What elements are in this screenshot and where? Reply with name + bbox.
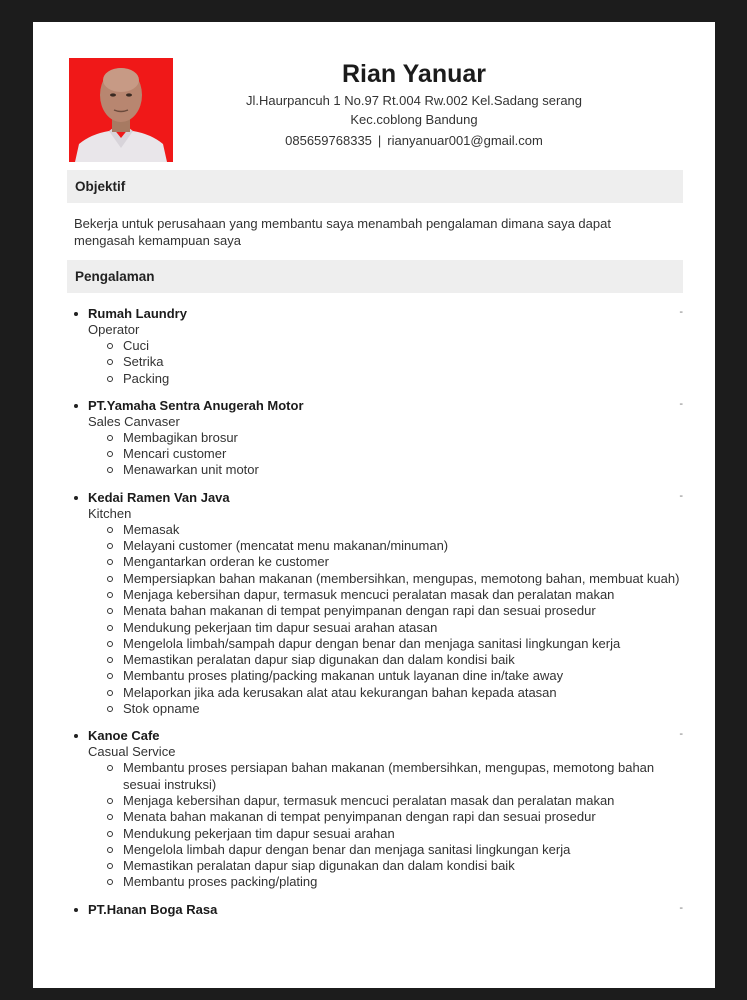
duty-item: Mencari customer: [71, 446, 683, 462]
job-role: Operator: [88, 322, 140, 337]
experience-list: [71, 306, 683, 929]
profile-photo: [69, 58, 173, 162]
job-entry: [71, 902, 683, 918]
duty-item: Melaporkan jika ada kerusakan alat atau kekurangan bahan kepada atasan: [71, 685, 683, 701]
email-address: rianyanuar001@gmail.com: [387, 133, 543, 148]
duty-item: Packing: [71, 371, 683, 387]
job-entry: [71, 490, 683, 718]
duty-item: Membantu proses persiapan bahan makanan (membersihkan, mengupas, memotong bahan sesuai instruksi): [71, 760, 683, 793]
duty-item: Memastikan peralatan dapur siap digunakan dan dalam kondisi baik: [71, 652, 683, 668]
job-company: Rumah Laundry: [71, 306, 683, 322]
job-company: PT.Hanan Boga Rasa: [71, 902, 683, 918]
duty-item: Cuci: [71, 338, 683, 354]
phone-number: 085659768335: [285, 133, 372, 148]
contact-line: [183, 132, 645, 149]
job-entry: [71, 398, 683, 479]
job-date-placeholder: -: [679, 728, 683, 741]
job-company: Kanoe Cafe: [71, 728, 683, 744]
job-role: Kitchen: [88, 505, 132, 521]
job-company: PT.Yamaha Sentra Anugerah Motor: [71, 398, 683, 414]
resume-page: [33, 22, 715, 988]
job-company: Kedai Ramen Van Java: [71, 490, 683, 506]
duty-item: Membantu proses packing/plating: [71, 874, 683, 890]
address-line-2: Kec.coblong Bandung: [350, 112, 478, 127]
duty-item: Memastikan peralatan dapur siap digunakan dan dalam kondisi baik: [71, 858, 683, 874]
duty-item: Mendukung pekerjaan tim dapur sesuai arahan atasan: [71, 620, 683, 636]
objective-text: Bekerja untuk perusahaan yang membantu saya menambah pengalaman dimana saya dapat mengasah kemampuan saya: [74, 216, 611, 248]
duty-item: Membagikan brosur: [71, 430, 683, 446]
duty-list: [71, 430, 683, 479]
duty-item: Setrika: [71, 354, 683, 370]
duty-item: Menata bahan makanan di tempat penyimpanan dengan rapi dan sesuai prosedur: [71, 603, 683, 619]
duty-item: Mengantarkan orderan ke customer: [71, 554, 683, 570]
candidate-name: Rian Yanuar: [341, 60, 487, 88]
duty-item: Menawarkan unit motor: [71, 462, 683, 478]
duty-item: Menata bahan makanan di tempat penyimpanan dengan rapi dan sesuai prosedur: [71, 809, 683, 825]
duty-item: Menjaga kebersihan dapur, termasuk mencuci peralatan masak dan peralatan makan: [71, 793, 683, 809]
duty-list: [71, 522, 683, 718]
job-date-placeholder: -: [679, 901, 683, 914]
duty-list: [71, 760, 683, 890]
job-entry: [71, 306, 683, 387]
section-experience-title: Pengalaman: [67, 260, 683, 293]
job-date-placeholder: -: [679, 489, 683, 502]
duty-item: Mendukung pekerjaan tim dapur sesuai arahan: [71, 826, 683, 842]
resume-header: [183, 58, 645, 149]
duty-item: Mengelola limbah dapur dengan benar dan menjaga sanitasi lingkungan kerja: [71, 842, 683, 858]
job-date-placeholder: -: [679, 306, 683, 318]
duty-list: [71, 338, 683, 387]
duty-item: Melayani customer (mencatat menu makanan/minuman): [71, 538, 683, 554]
address-line-1: Jl.Haurpancuh 1 No.97 Rt.004 Rw.002 Kel.Sadang serang: [245, 93, 583, 108]
job-date-placeholder: -: [679, 397, 683, 410]
job-entry: [71, 728, 683, 890]
duty-item: Mengelola limbah/sampah dapur dengan benar dan menjaga sanitasi lingkungan kerja: [71, 636, 683, 652]
job-role: Casual Service: [88, 744, 176, 760]
section-objective-title: Objektif: [67, 170, 683, 203]
duty-item: Memasak: [71, 522, 683, 538]
duty-item: Stok opname: [71, 701, 683, 717]
duty-item: Menjaga kebersihan dapur, termasuk mencuci peralatan masak dan peralatan makan: [71, 587, 683, 603]
duty-item: Mempersiapkan bahan makanan (membersihkan, mengupas, memotong bahan, membuat kuah): [71, 571, 683, 587]
contact-separator: |: [377, 133, 382, 148]
duty-item: Membantu proses plating/packing makanan untuk layanan dine in/take away: [71, 668, 683, 684]
job-role: Sales Canvaser: [88, 413, 180, 429]
